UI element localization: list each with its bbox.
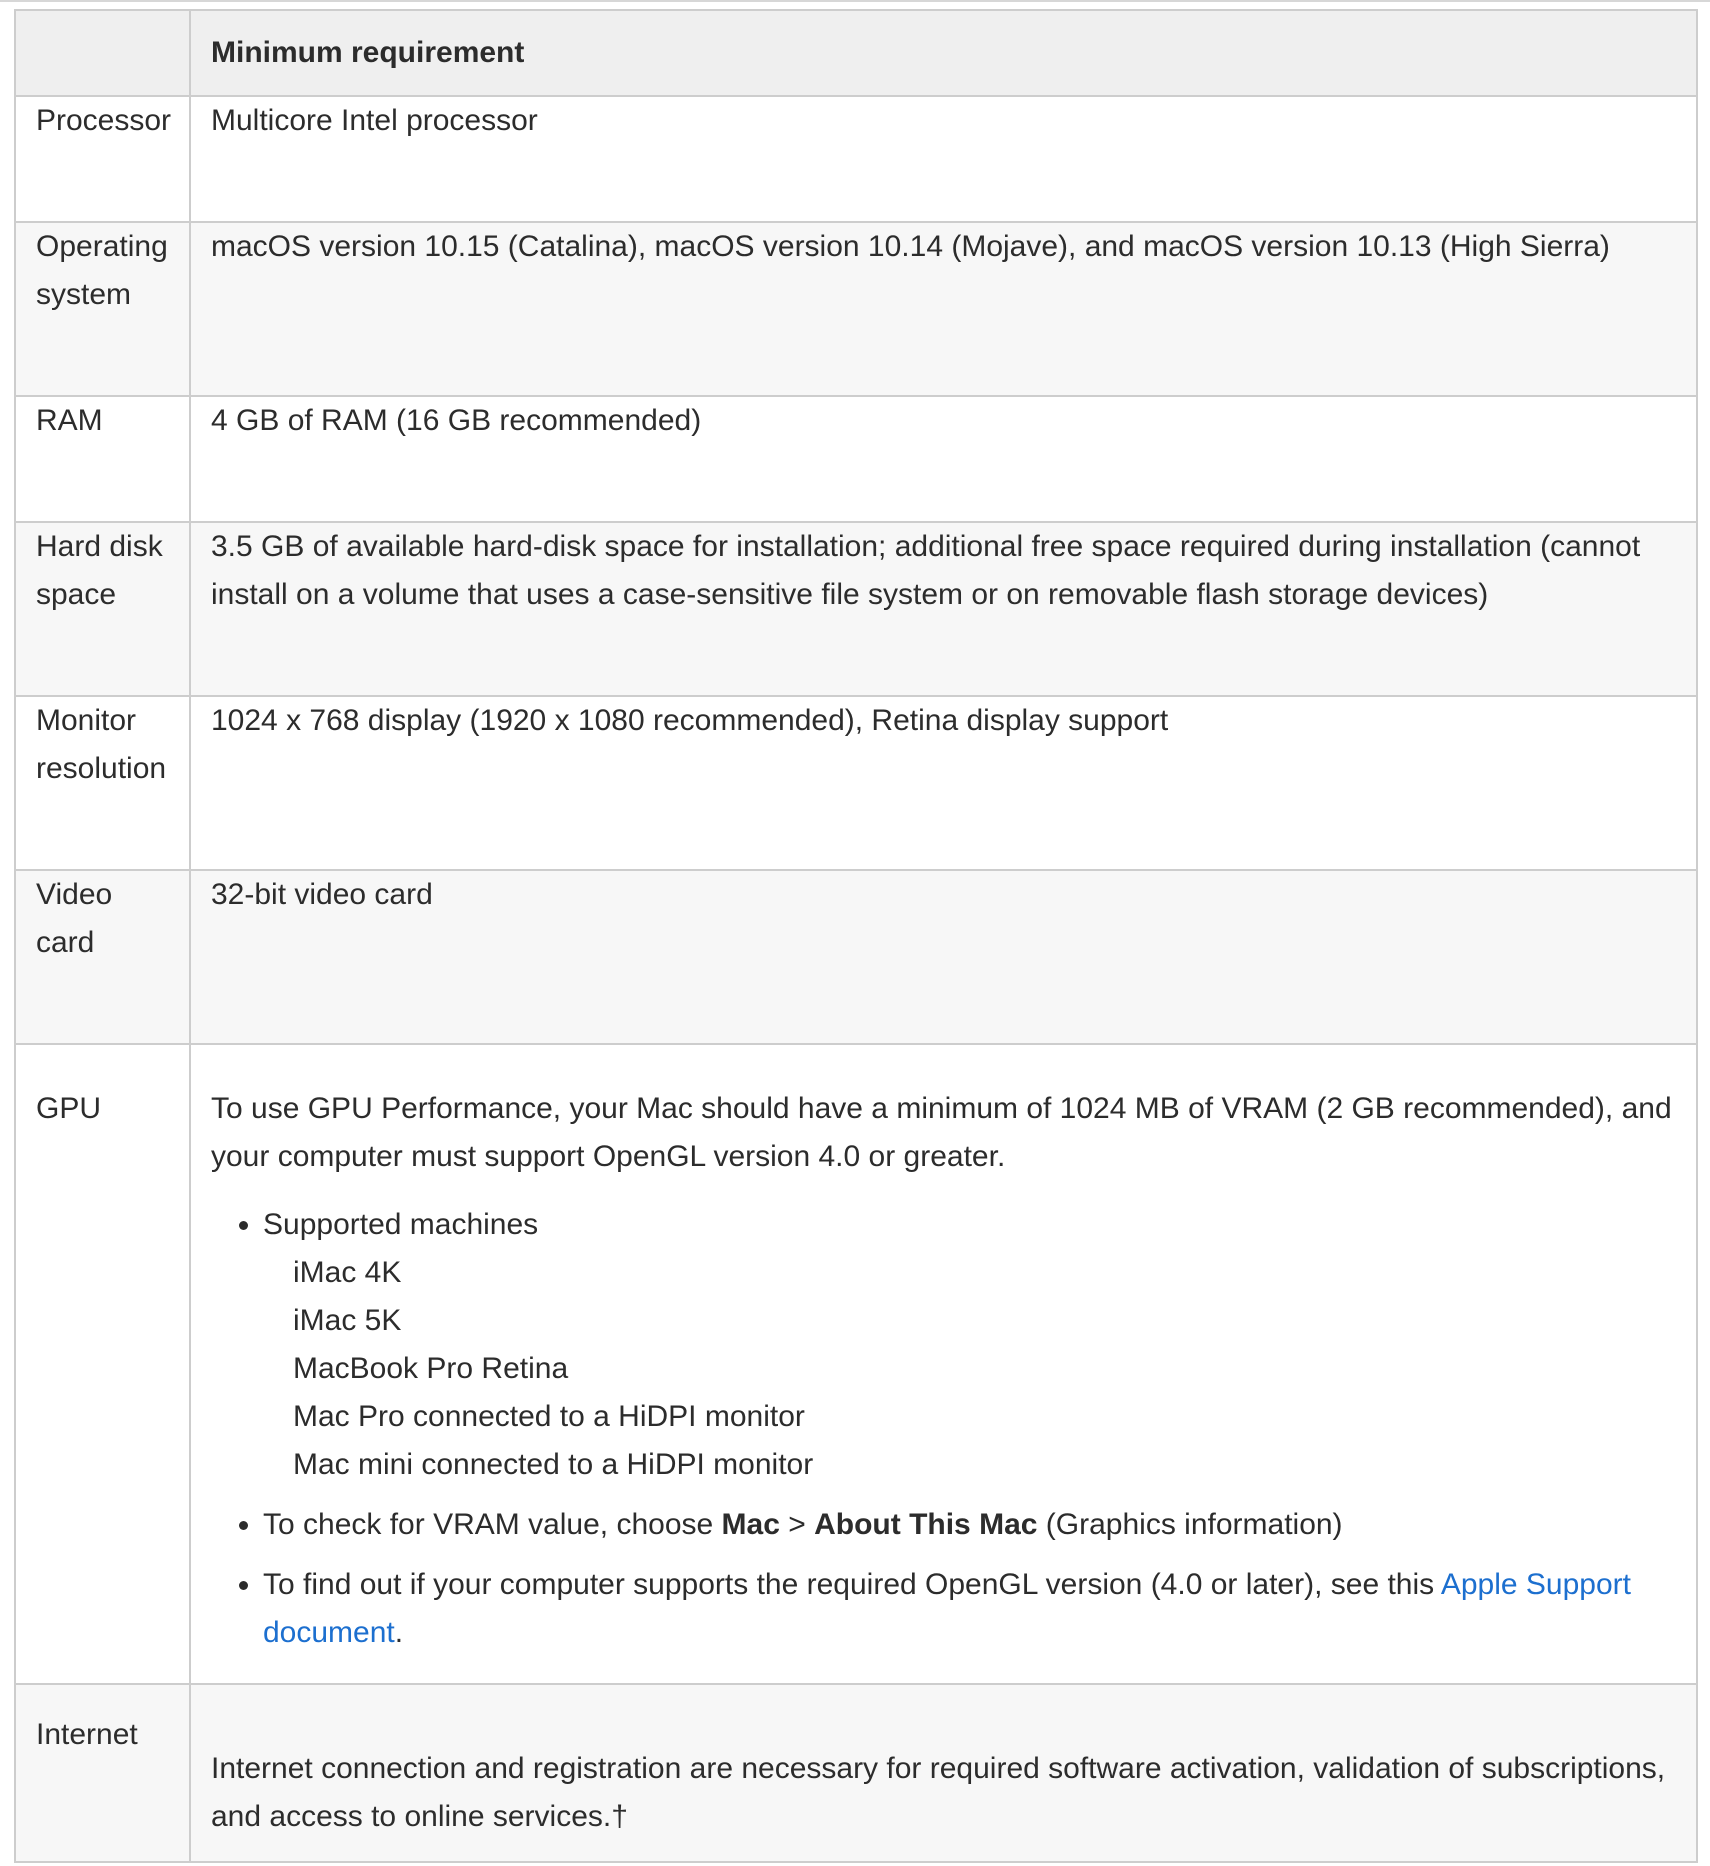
header-minimum-requirement: Minimum requirement [190,10,1697,96]
gpu-opengl-check-item [263,1561,1676,1657]
machine-item: iMac 5K [293,1304,402,1337]
row-value-internet: Internet connection and registration are necessary for required software activation, validation of subscriptions, and access to online services.† [190,1684,1697,1862]
table-row-hard-disk-space [15,522,1697,696]
row-label-operating-system: Operating system [15,222,190,396]
vram-prefix: To check for VRAM value, choose [263,1508,722,1541]
row-label-processor: Processor [15,96,190,222]
row-value-gpu [190,1044,1697,1684]
row-value-processor: Multicore Intel processor [190,96,1697,222]
table-row-monitor-resolution [15,696,1697,870]
row-label-monitor-resolution: Monitor resolution [15,696,190,870]
gpu-supported-machines-item [263,1201,1676,1489]
table-header [15,10,1697,96]
table-row-ram [15,396,1697,522]
table-row-internet [15,1684,1697,1862]
row-label-video-card: Video card [15,870,190,1044]
row-label-gpu: GPU [15,1044,190,1684]
row-value-monitor-resolution: 1024 x 768 display (1920 x 1080 recommended), Retina display support [190,696,1697,870]
supported-machines-title: Supported machines [263,1208,539,1241]
vram-menu-mac: Mac [721,1508,780,1541]
gpu-intro-text: To use GPU Performance, your Mac should have a minimum of 1024 MB of VRAM (2 GB recommended), and your computer must support OpenGL version 4.0 or greater. [211,1092,1672,1173]
supported-machines-list [263,1249,1676,1489]
apple-support-document-link[interactable]: Apple Support document [263,1568,1631,1649]
row-value-video-card: 32-bit video card [190,870,1697,1044]
table-row-processor [15,96,1697,222]
table-row-operating-system [15,222,1697,396]
vram-separator: > [779,1508,815,1541]
machine-item: Mac mini connected to a HiDPI monitor [293,1448,814,1481]
machine-item: Mac Pro connected to a HiDPI monitor [293,1400,805,1433]
row-value-ram: 4 GB of RAM (16 GB recommended) [190,396,1697,522]
system-requirements-table [14,9,1698,1863]
vram-suffix: (Graphics information) [1037,1508,1343,1541]
row-label-ram: RAM [15,396,190,522]
gpu-bullet-list [211,1201,1676,1657]
gpu-vram-check-item [263,1501,1676,1549]
header-empty-cell [15,10,190,96]
row-value-operating-system: macOS version 10.15 (Catalina), macOS version 10.14 (Mojave), and macOS version 10.13 (High Sierra) [190,222,1697,396]
page-top-divider [0,0,1710,4]
table-row-gpu [15,1044,1697,1684]
table-row-video-card [15,870,1697,1044]
header-row [15,10,1697,96]
row-label-internet: Internet [15,1684,190,1862]
machine-item: iMac 4K [293,1256,402,1289]
opengl-suffix: . [394,1616,404,1649]
machine-item: MacBook Pro Retina [293,1352,569,1385]
row-label-hard-disk-space: Hard disk space [15,522,190,696]
row-value-hard-disk-space: 3.5 GB of available hard-disk space for installation; additional free space required during installation (cannot install on a volume that uses a case-sensitive file system or on removable flash storage devices) [190,522,1697,696]
opengl-prefix: To find out if your computer supports the required OpenGL version (4.0 or later), see this [263,1568,1441,1601]
vram-menu-about-this-mac: About This Mac [814,1508,1038,1541]
